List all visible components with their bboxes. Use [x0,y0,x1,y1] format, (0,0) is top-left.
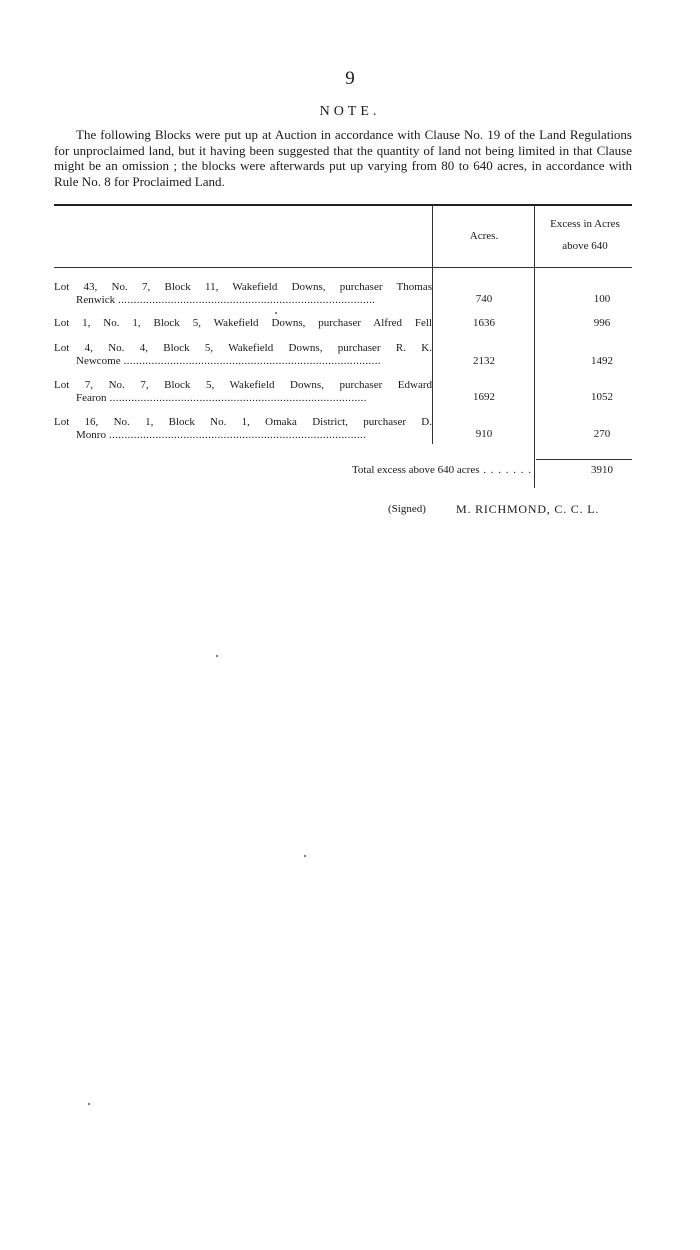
row-description-line1: Lot 7, No. 7, Block 5, Wakefield Downs, purchaser Edward [54,379,432,391]
row-excess: 1052 [591,391,613,403]
page-number: 9 [345,68,355,89]
row-acres: 1692 [473,391,495,403]
signer-name: M. RICHMOND, C. C. L. [456,502,600,516]
total-label: Total excess above 640 acres . . . . . . . [351,464,532,476]
row-excess: 100 [593,293,611,305]
column-header-excess-line1: Excess in Acres [550,218,620,230]
note-heading: NOTE. [319,104,381,119]
column-header-excess-line2: above 640 [562,240,608,252]
row-description-line1: Lot 43, No. 7, Block 11, Wakefield Downs, purchaser Thomas [54,281,432,293]
leader-dots [110,392,432,405]
row-excess: 996 [593,317,611,329]
table-row [54,281,432,307]
table-row [54,416,432,442]
row-description-line2: Fearon [76,392,107,404]
leader-dots [124,355,432,368]
row-description-line2: Monro [76,429,106,441]
table-row [54,379,432,405]
intro-paragraph: The following Blocks were put up at Auction in accordance with Clause No. 19 of the Land Regulations for unproclaimed land, but it having been suggested that the quantity of land not being limited in that Clause might be an omission ; the blocks were afterwards put up varying from 80 to 640 acres, in accordance with Rule No. 8 for Proclaimed Land. [54,127,632,189]
scan-speck [88,1103,90,1105]
row-description-line2: Newcome [76,355,121,367]
leader-dots [109,429,432,442]
scan-speck [216,655,218,657]
row-acres: 1636 [473,317,495,329]
row-acres: 740 [475,293,493,305]
table-top-rule [54,204,632,206]
column-divider-acres-left [432,206,433,444]
leader-dots [118,294,432,307]
row-acres: 2132 [473,355,495,367]
row-description-line1: Lot 16, No. 1, Block No. 1, Omaka District, purchaser D. [54,416,432,428]
row-excess: 1492 [591,355,613,367]
row-description-line1: Lot 4, No. 4, Block 5, Wakefield Downs, purchaser R. K. [54,342,432,354]
row-acres: 910 [475,428,493,440]
scan-speck [304,855,306,857]
table-header-rule [54,267,632,268]
total-value: 3910 [591,464,613,476]
column-divider-acres-right [534,206,535,488]
row-excess: 270 [593,428,611,440]
signed-label: (Signed) [388,503,426,515]
column-header-acres: Acres. [469,230,499,242]
row-description-line2: Renwick [76,294,116,306]
row-description-line1: Lot 1, No. 1, Block 5, Wakefield Downs, purchaser Alfred Fell [54,317,432,329]
table-row [54,317,432,330]
scan-speck [275,312,277,314]
table-row [54,342,432,368]
total-rule [536,459,632,460]
